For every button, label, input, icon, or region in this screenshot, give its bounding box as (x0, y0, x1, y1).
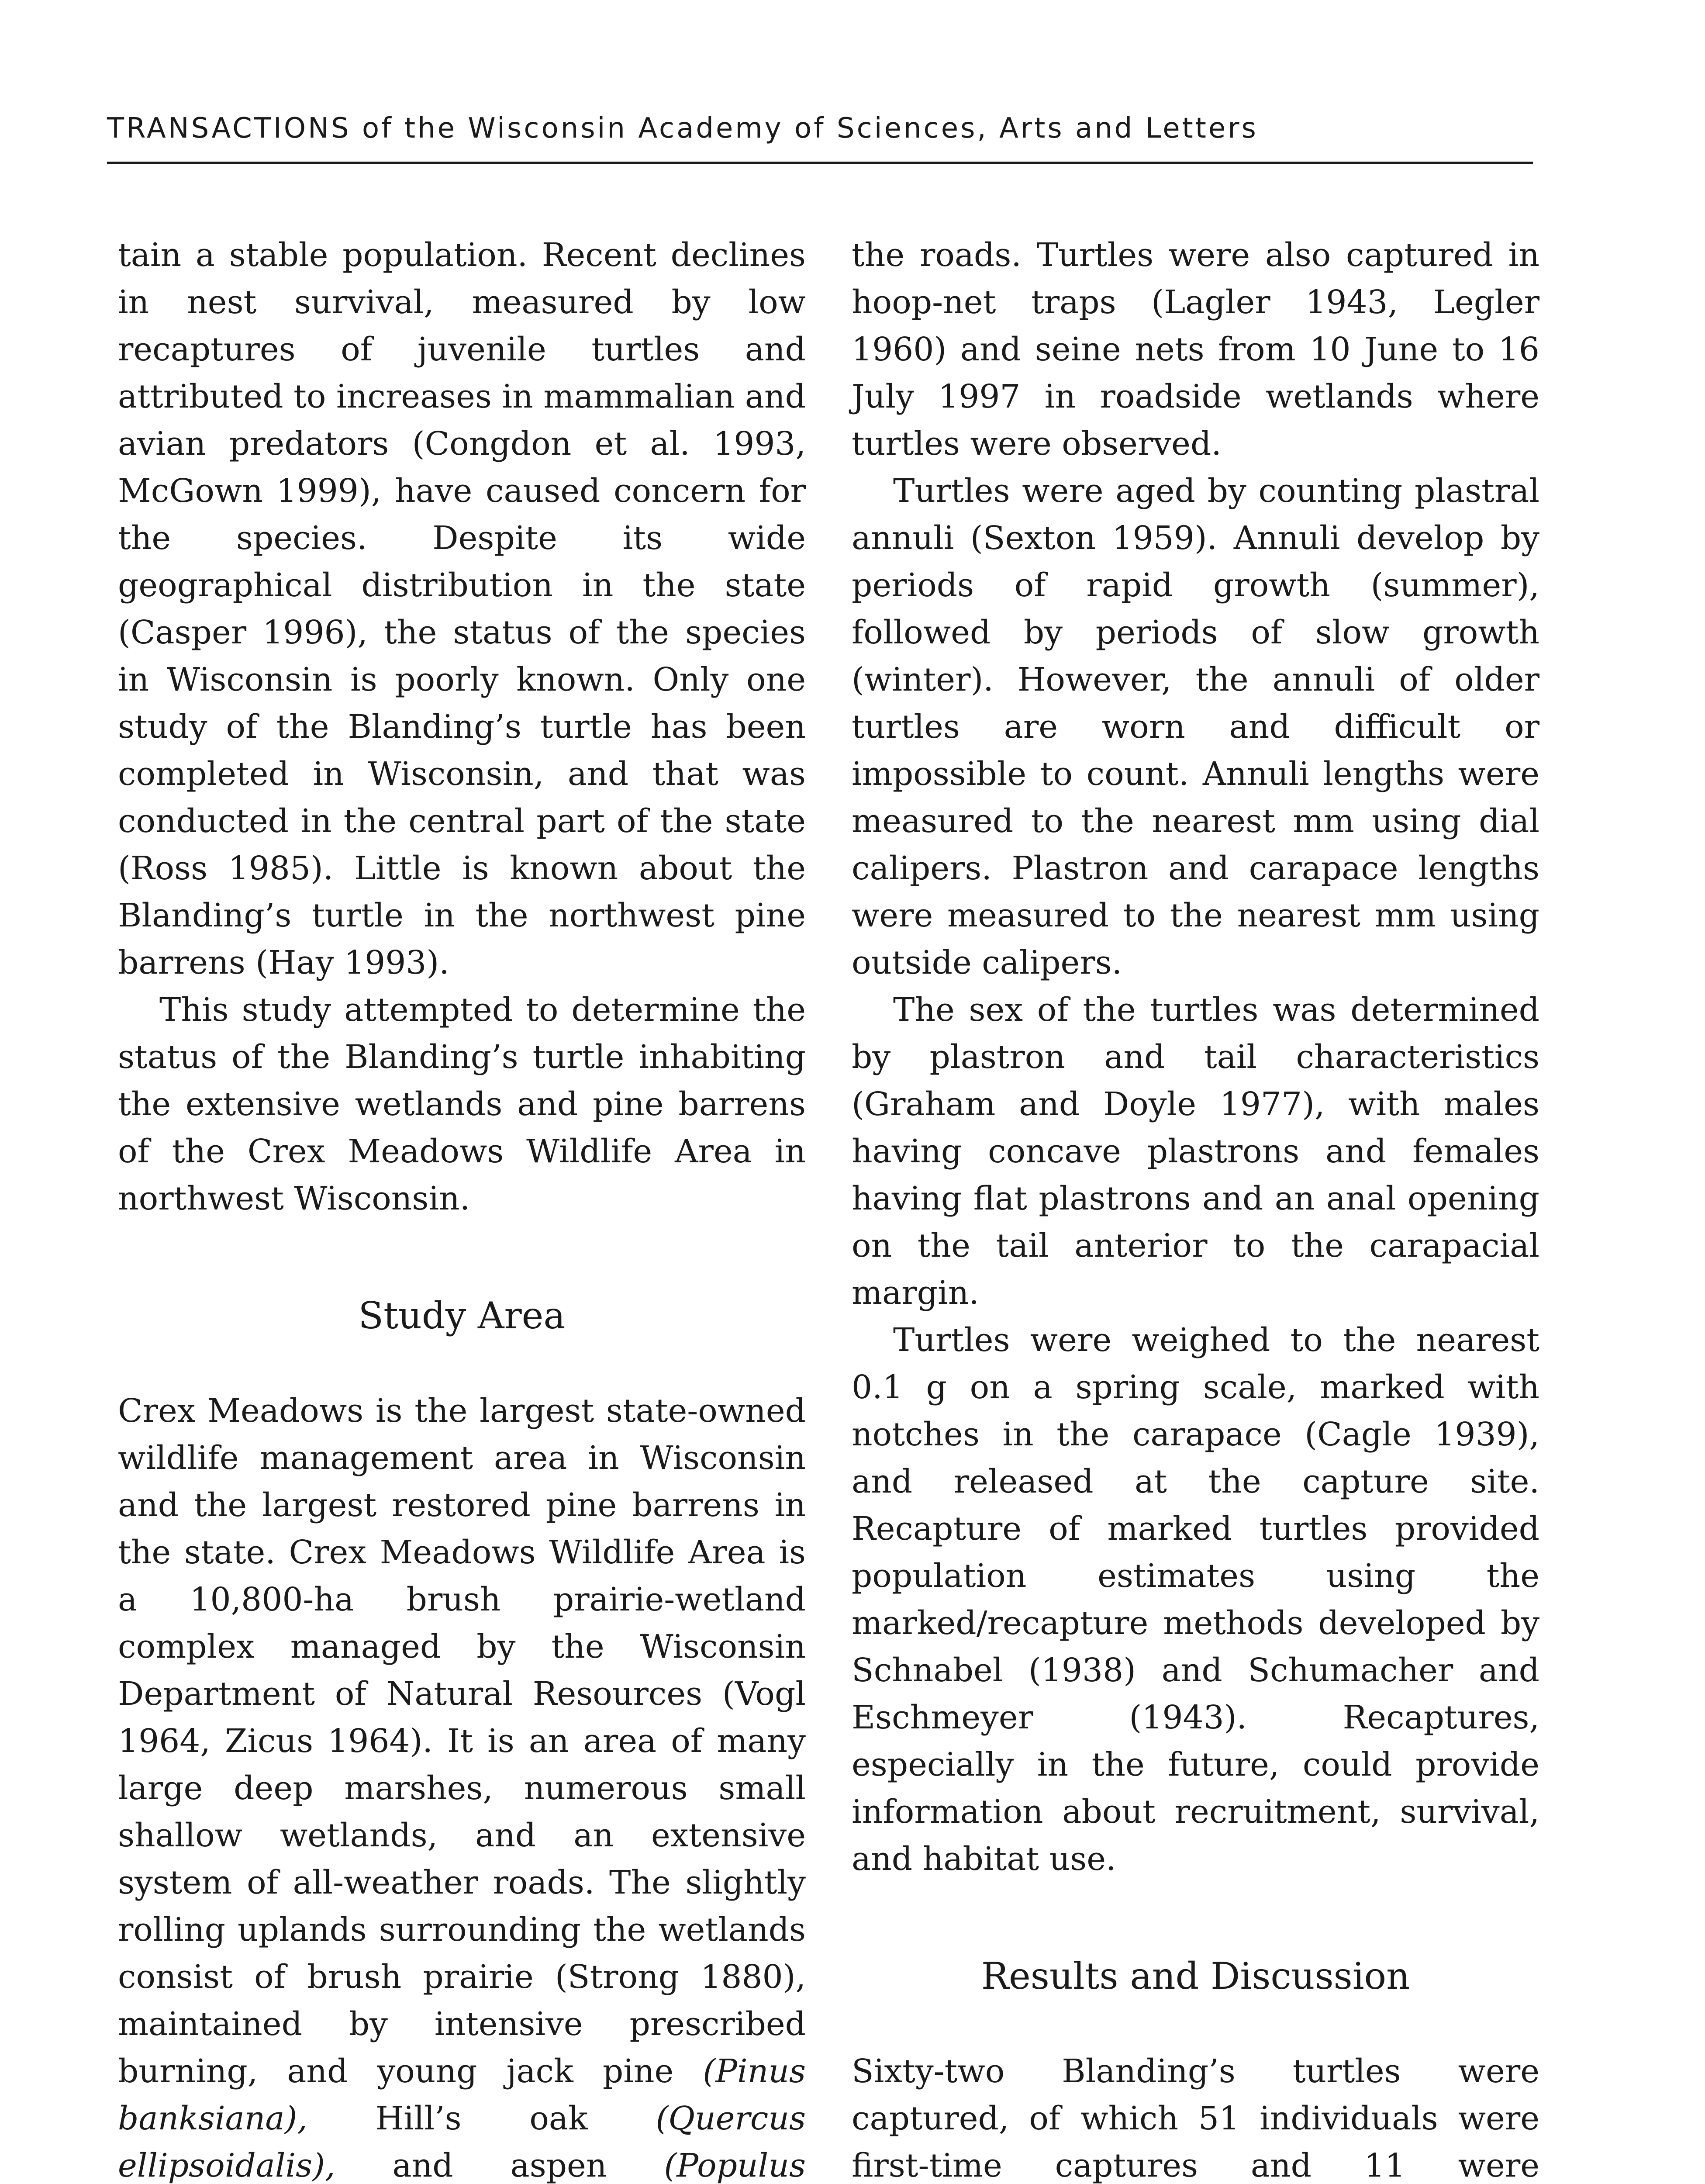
study-area-text-hills-oak: Hill’s oak (375, 2100, 588, 2137)
species-quercus-ellipsoidalis: (Quercus ellipsoidalis), (118, 2100, 806, 2184)
sexing-paragraph: The sex of the turtles was determined by plastron and tail characteristics (Graham and Doyle 1977), with males having concave plastrons and females having flat plastrons and an anal opening on the tail anterior to the carapacial margin. (852, 991, 1539, 1312)
header-rule (107, 162, 1533, 164)
study-area-text-aspen: and aspen (392, 2147, 607, 2184)
left-column (118, 232, 806, 2184)
aging-paragraph: Turtles were aged by counting plastral annuli (Sexton 1959). Annuli develop by periods of rapid growth (summer), followed by periods of slow growth (winter). However, the annuli of older turtles are worn and difficult or impossible to count. Annuli lengths were measured to the nearest mm using dial calipers. Plastron and carapace lengths were measured to the nearest mm using outside calipers. (852, 472, 1539, 981)
results-heading: Results and Discussion (981, 1955, 1410, 1997)
species-populus-tremuloides: (Populus (664, 2147, 806, 2184)
study-area-paragraph (118, 1387, 806, 2184)
study-area-heading: Study Area (358, 1294, 566, 1337)
running-head: TRANSACTIONS of the Wisconsin Academy of Sciences, Arts and Letters (107, 112, 1258, 145)
results-paragraph: Sixty-two Blanding’s turtles were captured, of which 51 individuals were first-time captures and 11 were (852, 2053, 1539, 2184)
right-column (852, 232, 1539, 2184)
study-area-text: Crex Meadows is the largest state-owned wildlife management area in Wisconsin and the largest restored pine barrens in the state. Crex Meadows Wildlife Area is a 10,800-ha brush prairie-wetland complex managed by the Wisconsin Department of Natural Resources (Vogl 1964, Zicus 1964). It is an area of many large deep marshes, numerous small shallow wetlands, and an extensive system of all-weather roads. The slightly rolling uplands surrounding the wetlands consist of brush prairie (Strong 1880), maintained by intensive prescribed burning, and young jack pine (118, 1392, 806, 2090)
study-aim-paragraph: This study attempted to determine the status of the Blanding’s turtle inhabiting the extensive wetlands and pine barrens of the Crex Meadows Wildlife Area in northwest Wisconsin. (118, 991, 806, 1217)
species-pinus-banksiana: (Pinus banksiana), (118, 2053, 806, 2137)
marking-paragraph: Turtles were weighed to the nearest 0.1 g on a spring scale, marked with notches in the carapace (Cagle 1939), and released at the capture site. Recapture of marked turtles provided population estimates using the marked/recapture methods developed by Schnabel (1938) and Schumacher and Eschmeyer (1943). Recaptures, especially in the future, could provide information about recruitment, survival, and habitat use. (852, 1321, 1539, 1878)
intro-paragraph-continued: tain a stable population. Recent declines in nest survival, measured by low recaptures of juvenile turtles and attributed to increases in mammalian and avian predators (Congdon et al. 1993, McGown 1999), have caused concern for the species. Despite its wide geographical distribution in the state (Casper 1996), the status of the species in Wisconsin is poorly known. Only one study of the Blanding’s turtle has been completed in Wisconsin, and that was conducted in the central part of the state (Ross 1985). Little is known about the Blanding’s turtle in the northwest pine barrens (Hay 1993). (118, 236, 806, 981)
methods-paragraph-continued: the roads. Turtles were also captured in hoop-net traps (Lagler 1943, Legler 1960) and seine nets from 10 June to 16 July 1997 in roadside wetlands where turtles were observed. (852, 236, 1539, 463)
